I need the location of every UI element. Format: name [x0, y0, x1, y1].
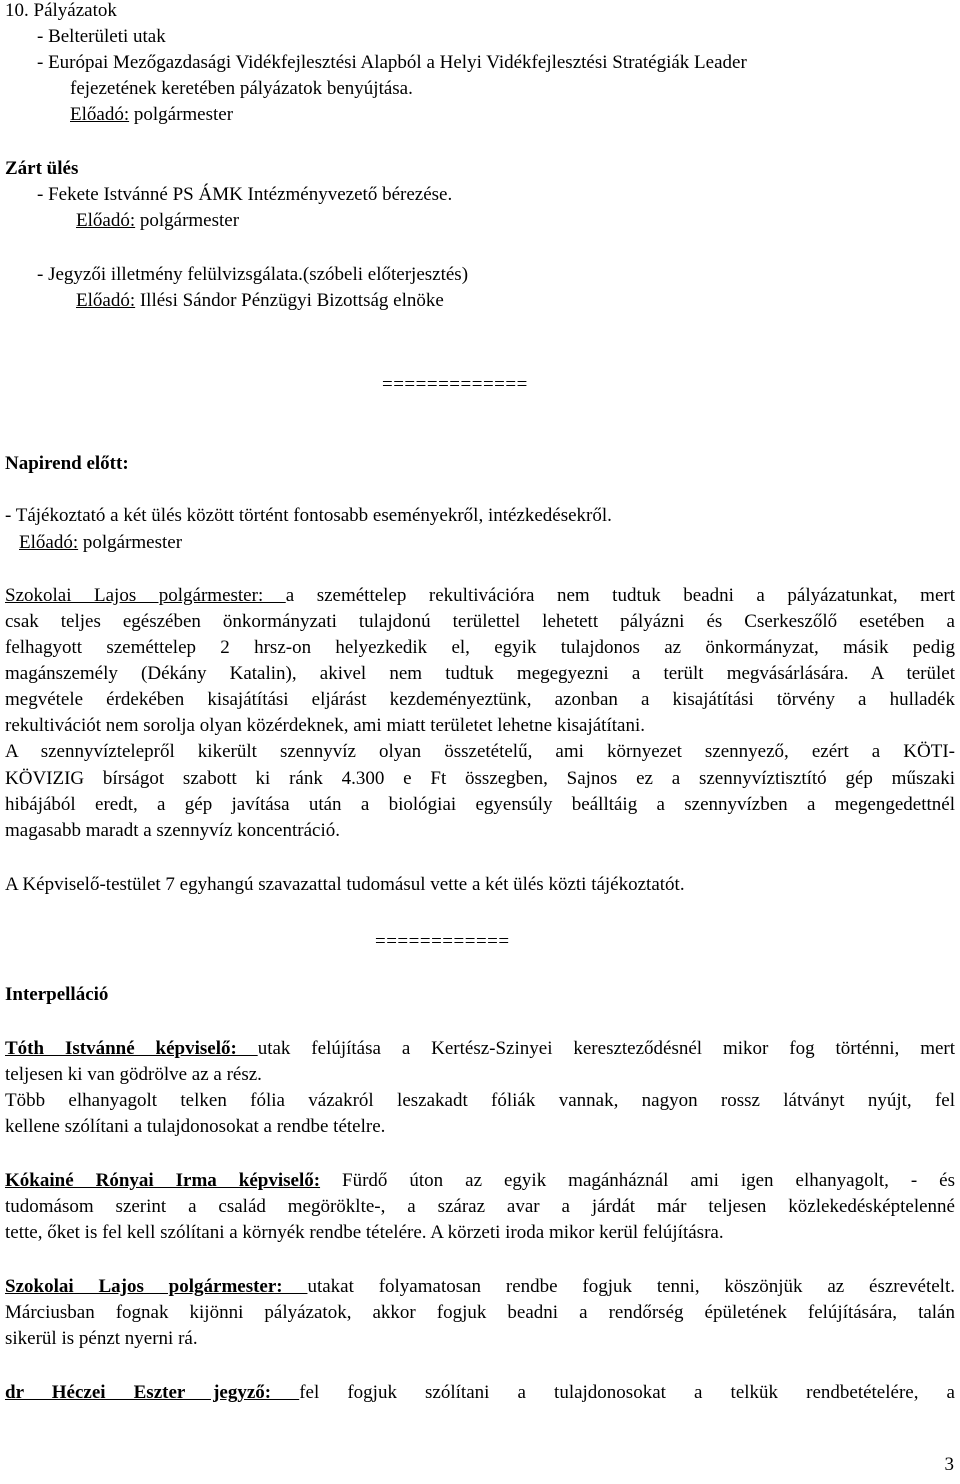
paragraph-line: Több elhanyagolt telken fólia vázakról leszakadt fóliák vannak, nagyon rossz látványt nyújt, fel: [5, 1090, 955, 1111]
paragraph-line: megvétele érdekében kisajátítási eljárást kezdeményeztünk, azonban a kisajátítási törvény a hulladék: [5, 689, 955, 710]
speaker-name: Szokolai Lajos polgármester:: [5, 1276, 308, 1297]
presenter-line: [76, 208, 239, 234]
paragraph-line: kellene szólítani a tulajdonosokat a rendbe tételre.: [5, 1116, 386, 1137]
list-item-continuation: fejezetének keretében pályázatok benyújtása.: [70, 78, 413, 99]
paragraph-line: Kókainé Rónyai Irma képviselő: Fürdő úton az egyik magánháznál ami igen elhanyagolt, - és: [5, 1170, 955, 1191]
page-number: 3: [944, 1454, 954, 1475]
paragraph-line: magánszemély (Dékány Katalin), akivel nem tudtuk megegyezni a terült megvásárlására. A terület: [5, 663, 955, 684]
paragraph-line: felhagyott szeméttelep 2 hrsz-on helyezkedik el, egyik tulajdonos az önkormányzat, másik pedig: [5, 637, 955, 658]
presenter-label: Előadó:: [76, 210, 136, 231]
paragraph-line: sikerül is pénzt nyerni rá.: [5, 1328, 198, 1349]
paragraph-line: csak teljes egészében önkormányzati tulajdonú területtel lehetett pályázni és Cserkeszőlő esetében a: [5, 611, 955, 632]
section-heading: Napirend előtt:: [5, 453, 129, 474]
speaker-name: Szokolai Lajos polgármester:: [5, 585, 286, 606]
paragraph-line: KÖVIZIG bírságot szabott ki ránk 4.300 e Ft összegben, Sajnos ez a szennyvíztisztító gép műszaki: [5, 768, 955, 789]
paragraph-line: dr Héczei Eszter jegyző: fel fogjuk szólítani a tulajdonosokat a telkük rendbetételére, a: [5, 1382, 955, 1403]
agenda-item: - Tájékoztató a két ülés között történt fontosabb eseményekről, intézkedésekről.: [5, 505, 612, 526]
section-heading: Interpelláció: [5, 984, 109, 1005]
presenter-label: Előadó:: [76, 290, 136, 311]
paragraph-line: Szokolai Lajos polgármester: utakat folyamatosan rendbe fogjuk tenni, köszönjük az észrevételt.: [5, 1276, 955, 1297]
paragraph-line: Szokolai Lajos polgármester: a szeméttelep rekultivációra nem tudtuk beadni a pályázatunkat, mert: [5, 585, 955, 606]
presenter-value: Illési Sándor Pénzügyi Bizottság elnöke: [135, 290, 444, 311]
speaker-name: dr Héczei Eszter jegyző:: [5, 1382, 300, 1403]
list-item: - Európai Mezőgazdasági Vidékfejlesztési Alapból a Helyi Vidékfejlesztési Stratégiák Leader: [37, 52, 747, 73]
paragraph-line: teljesen ki van gödrölve az a rész.: [5, 1064, 262, 1085]
paragraph-line: Tóth Istvánné képviselő: utak felújítása a Kertész-Szinyei kereszteződésnél mikor fog történni, mert: [5, 1038, 956, 1059]
separator: ============: [375, 931, 510, 952]
paragraph-line: magasabb maradt a szennyvíz koncentráció.: [5, 820, 340, 841]
list-item: - Belterületi utak: [37, 26, 166, 47]
section-heading: 10. Pályázatok: [5, 0, 117, 21]
section-heading: Zárt ülés: [5, 158, 79, 179]
presenter-value: polgármester: [78, 532, 183, 553]
presenter-line: [76, 288, 444, 314]
speaker-name: Kókainé Rónyai Irma képviselő:: [5, 1170, 321, 1191]
list-item: - Fekete Istvánné PS ÁMK Intézményvezető bérezése.: [37, 184, 453, 205]
paragraph-line: A szennyvíztelepről kikerült szennyvíz olyan összetételű, ami környezet szennyező, ezért a KÖTI-: [5, 741, 955, 762]
presenter-value: polgármester: [135, 210, 240, 231]
presenter-label: Előadó:: [19, 532, 79, 553]
list-item: - Jegyzői illetmény felülvizsgálata.(szóbeli előterjesztés): [37, 264, 469, 285]
paragraph-line: tette, őket is fel kell szólítani a környék rendbe tételére. A körzeti iroda mikor kerül felújításra.: [5, 1222, 724, 1243]
presenter-line: [70, 102, 233, 128]
presenter-line: [19, 530, 182, 556]
paragraph-line: hibájából eredt, a gép javítása után a biológiai egyensúly beálltáig a szennyvízben a megengedettnél: [5, 794, 955, 815]
paragraph-line: tudomásom szerint a család megöröklte-, a száraz avar a járdát már teljesen közlekedésképtelenné: [5, 1196, 955, 1217]
presenter-label: Előadó:: [70, 104, 130, 125]
speaker-name: Tóth Istvánné képviselő:: [5, 1038, 258, 1059]
decision-text: A Képviselő-testület 7 egyhangú szavazattal tudomásul vette a két ülés közti tájékoztatót.: [5, 874, 685, 895]
separator: =============: [382, 374, 528, 395]
paragraph-line: rekultivációt nem sorolja olyan közérdeknek, ami miatt területet lehetne kisajátítani.: [5, 715, 645, 736]
presenter-value: polgármester: [129, 104, 234, 125]
paragraph-line: Márciusban fognak kijönni pályázatok, akkor fogjuk beadni a rendőrség épületének felújítására, talán: [5, 1302, 955, 1323]
